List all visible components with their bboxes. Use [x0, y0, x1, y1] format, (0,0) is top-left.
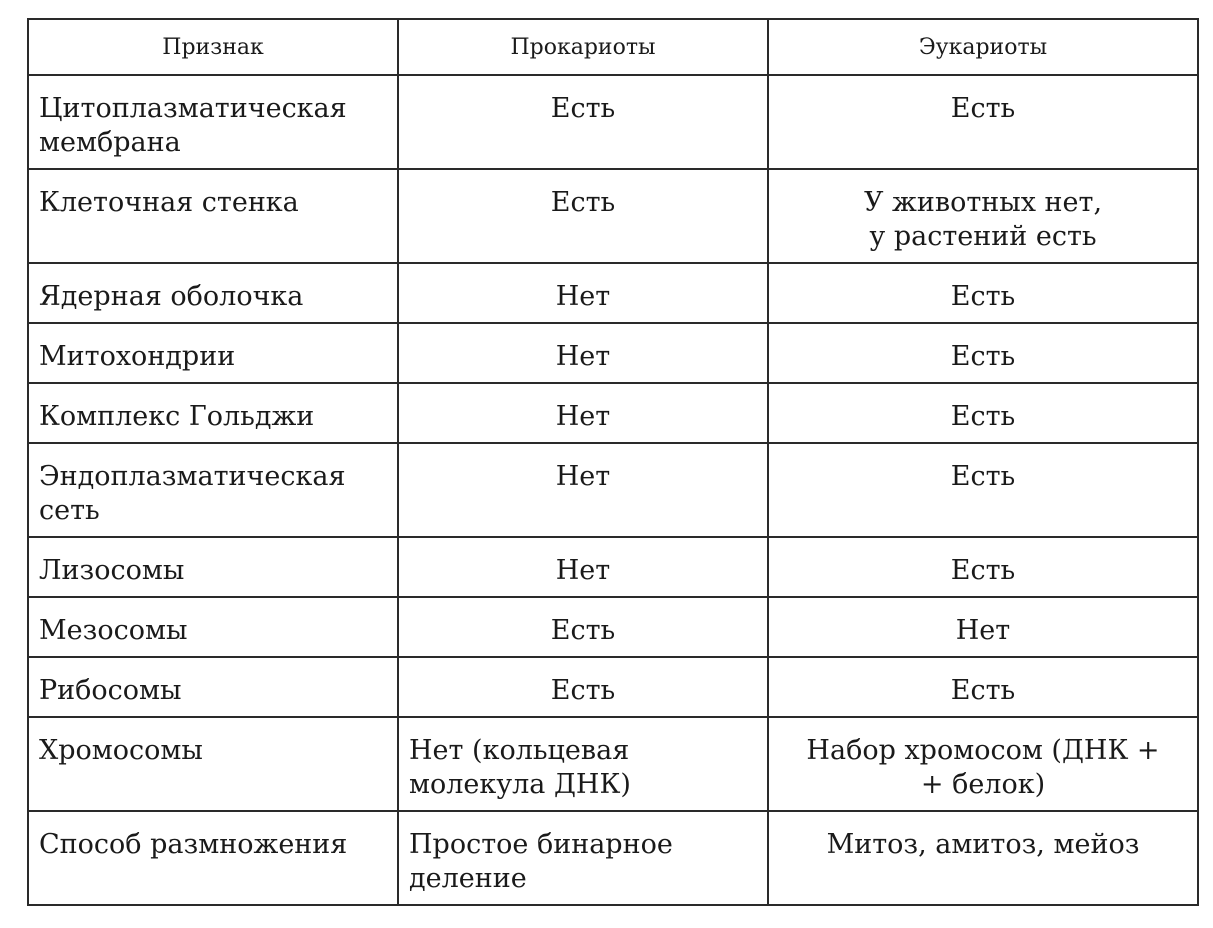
eukaryote-text: Нет	[955, 615, 1011, 646]
table-header-row	[28, 19, 1198, 75]
table-row	[28, 537, 1198, 597]
eukaryote-text: Митоз, амитоз, мейоз	[826, 829, 1140, 860]
eukaryote-text: Набор хромосом (ДНК + + белок)	[806, 735, 1160, 800]
feature-cell	[28, 443, 398, 537]
prokaryote-cell	[398, 443, 768, 537]
feature-text: Мезосомы	[39, 615, 188, 646]
eukaryote-text: Есть	[950, 461, 1016, 492]
table-row	[28, 323, 1198, 383]
prokaryote-cell	[398, 537, 768, 597]
feature-text: Клеточная стенка	[39, 187, 299, 218]
prokaryote-text: Нет	[555, 401, 611, 432]
prokaryote-text: Нет	[555, 461, 611, 492]
eukaryote-cell	[768, 169, 1198, 263]
prokaryote-text: Нет	[555, 281, 611, 312]
prokaryote-cell	[398, 657, 768, 717]
prokaryote-text: Простое бинарное деление	[409, 829, 673, 894]
eukaryote-cell	[768, 443, 1198, 537]
eukaryote-text: Есть	[950, 93, 1016, 124]
prokaryote-cell	[398, 597, 768, 657]
feature-text: Рибосомы	[39, 675, 182, 706]
prokaryote-eukaryote-comparison-table	[27, 18, 1199, 906]
header-feature: Признак	[28, 19, 398, 75]
eukaryote-cell	[768, 597, 1198, 657]
feature-text: Лизосомы	[39, 555, 185, 586]
table-row	[28, 75, 1198, 169]
feature-text: Эндоплазматическая сеть	[39, 461, 346, 526]
prokaryote-text: Нет	[555, 341, 611, 372]
table-row	[28, 811, 1198, 905]
prokaryote-cell	[398, 383, 768, 443]
table-row	[28, 169, 1198, 263]
eukaryote-cell	[768, 263, 1198, 323]
eukaryote-cell	[768, 383, 1198, 443]
prokaryote-cell	[398, 75, 768, 169]
prokaryote-text: Нет (кольцевая молекула ДНК)	[409, 735, 631, 800]
eukaryote-text: У животных нет, у растений есть	[863, 187, 1103, 252]
table-row	[28, 443, 1198, 537]
eukaryote-cell	[768, 657, 1198, 717]
prokaryote-cell	[398, 263, 768, 323]
feature-text: Хромосомы	[39, 735, 203, 766]
prokaryote-cell	[398, 323, 768, 383]
prokaryote-text: Есть	[550, 675, 616, 706]
feature-text: Комплекс Гольджи	[39, 401, 315, 432]
feature-cell	[28, 657, 398, 717]
feature-cell	[28, 169, 398, 263]
feature-text: Ядерная оболочка	[39, 281, 304, 312]
feature-cell	[28, 597, 398, 657]
eukaryote-cell	[768, 537, 1198, 597]
feature-cell	[28, 717, 398, 811]
prokaryote-cell	[398, 811, 768, 905]
eukaryote-text: Есть	[950, 341, 1016, 372]
table-row	[28, 657, 1198, 717]
prokaryote-text: Нет	[555, 555, 611, 586]
header-eukaryotes: Эукариоты	[768, 19, 1198, 75]
eukaryote-cell	[768, 323, 1198, 383]
feature-cell	[28, 263, 398, 323]
eukaryote-cell	[768, 811, 1198, 905]
table-row	[28, 383, 1198, 443]
feature-text: Митохондрии	[39, 341, 236, 372]
feature-cell	[28, 323, 398, 383]
feature-cell	[28, 537, 398, 597]
table-row	[28, 263, 1198, 323]
eukaryote-cell	[768, 717, 1198, 811]
comparison-table-wrapper	[27, 18, 1199, 906]
prokaryote-cell	[398, 169, 768, 263]
table-row	[28, 597, 1198, 657]
eukaryote-text: Есть	[950, 675, 1016, 706]
prokaryote-text: Есть	[550, 187, 616, 218]
header-prokaryotes: Прокариоты	[398, 19, 768, 75]
feature-cell	[28, 75, 398, 169]
feature-text: Цитоплазматическая мембрана	[39, 93, 347, 158]
feature-cell	[28, 383, 398, 443]
eukaryote-text: Есть	[950, 555, 1016, 586]
feature-text: Способ размножения	[39, 829, 348, 860]
prokaryote-text: Есть	[550, 615, 616, 646]
prokaryote-cell	[398, 717, 768, 811]
feature-cell	[28, 811, 398, 905]
prokaryote-text: Есть	[550, 93, 616, 124]
eukaryote-cell	[768, 75, 1198, 169]
eukaryote-text: Есть	[950, 281, 1016, 312]
table-row	[28, 717, 1198, 811]
eukaryote-text: Есть	[950, 401, 1016, 432]
